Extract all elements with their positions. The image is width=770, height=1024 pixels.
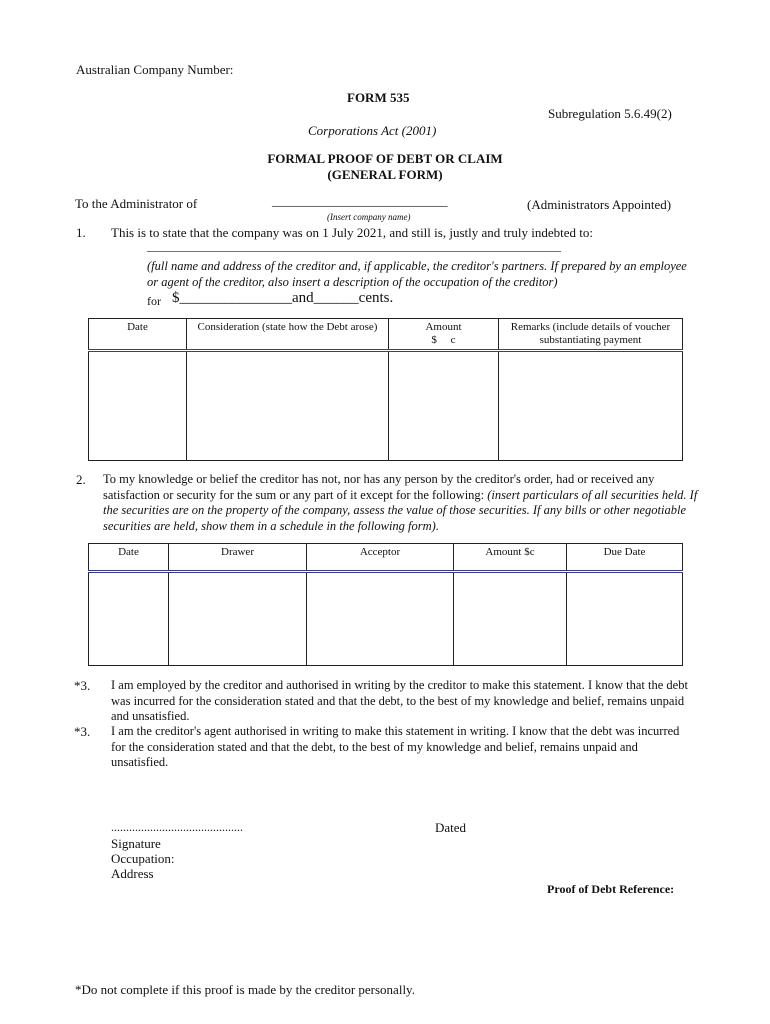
amount-blank[interactable]: $_______________and______cents. <box>172 290 394 306</box>
section3b-number: *3. <box>74 724 91 739</box>
section3a-text: I am employed by the creditor and authorised in writing by the creditor to make this statement. I know that the debt was incurred for the consideration stated and that the debt, to the best of my knowledge and belief, remains unpaid and unsatisfied. <box>111 678 688 723</box>
col-amount: Amount $c <box>454 544 567 572</box>
section1-number: 1. <box>76 225 86 240</box>
form-heading-line2: (GENERAL FORM) <box>327 167 443 182</box>
signature-line[interactable]: ............................................ <box>111 820 243 834</box>
proof-reference-label: Proof of Debt Reference: <box>547 882 675 896</box>
insert-company-hint: (Insert company name) <box>327 212 411 222</box>
for-label: for <box>147 294 161 308</box>
section2-note: (insert particulars of all securities held. If the securities are on the property of the company, assess the value of those securities. If any bills or other negotiable securities are held, show them in a schedule in the following form). <box>103 487 698 533</box>
act-title: Corporations Act (2001) <box>308 123 437 138</box>
col-amount: Amount $ c <box>389 319 499 351</box>
form-heading-line1: FORMAL PROOF OF DEBT OR CLAIM <box>267 151 503 166</box>
to-administrator-label: To the Administrator of <box>75 196 198 211</box>
col-date: Date <box>89 544 169 572</box>
col-acceptor: Acceptor <box>307 544 454 572</box>
creditor-name-blank[interactable]: _____________________________________________________________________ <box>147 239 561 253</box>
administrators-appointed: (Administrators Appointed) <box>527 197 672 212</box>
table-header-row <box>89 319 683 351</box>
section2-number: 2. <box>76 472 86 487</box>
subregulation: Subregulation 5.6.49(2) <box>548 106 672 121</box>
table-row <box>89 351 683 461</box>
debt-details-table <box>88 318 683 461</box>
cell-date[interactable] <box>89 572 169 666</box>
dated-label: Dated <box>435 820 467 835</box>
cell-date[interactable] <box>89 351 187 461</box>
cell-due-date[interactable] <box>567 572 683 666</box>
address-label: Address <box>111 866 154 881</box>
section3b-text: I am the creditor's agent authorised in writing to make this statement in writing. I know that the debt was incurred for the consideration stated and that the debt, to the best of my knowledge and belief, remains unpaid and unsatisfied. <box>111 724 680 769</box>
signature-label: Signature <box>111 836 161 851</box>
col-remarks: Remarks (include details of voucher substantiating payment <box>499 319 683 351</box>
acn-label: Australian Company Number: <box>76 62 234 77</box>
table-row <box>89 572 683 666</box>
occupation-label: Occupation: <box>111 851 175 866</box>
col-due-date: Due Date <box>567 544 683 572</box>
securities-table <box>88 543 683 666</box>
section2-block <box>103 472 699 534</box>
footnote: *Do not complete if this proof is made by the creditor personally. <box>75 982 415 997</box>
cell-consideration[interactable] <box>187 351 389 461</box>
form-title: FORM 535 <box>347 90 410 105</box>
col-date: Date <box>89 319 187 351</box>
cell-amount[interactable] <box>454 572 567 666</box>
section3a-number: *3. <box>74 678 91 693</box>
cell-drawer[interactable] <box>169 572 307 666</box>
table-header-row <box>89 544 683 572</box>
creditor-instructions: (full name and address of the creditor and, if applicable, the creditor's partners. If prepared by an employee or agent of the creditor, also insert a description of the occupation of the creditor) <box>147 259 687 289</box>
cell-amount[interactable] <box>389 351 499 461</box>
section2-text: To my knowledge or belief the creditor has not, nor has any person by the creditor's order, had or received any satisfaction or security for the sum or any part of it except for the following: <box>103 472 655 502</box>
company-name-blank[interactable]: ___________________________ <box>272 193 448 208</box>
col-drawer: Drawer <box>169 544 307 572</box>
col-consideration: Consideration (state how the Debt arose) <box>187 319 389 351</box>
section1-text: This is to state that the company was on 1 July 2021, and still is, justly and truly indebted to: <box>111 225 594 240</box>
cell-acceptor[interactable] <box>307 572 454 666</box>
cell-remarks[interactable] <box>499 351 683 461</box>
